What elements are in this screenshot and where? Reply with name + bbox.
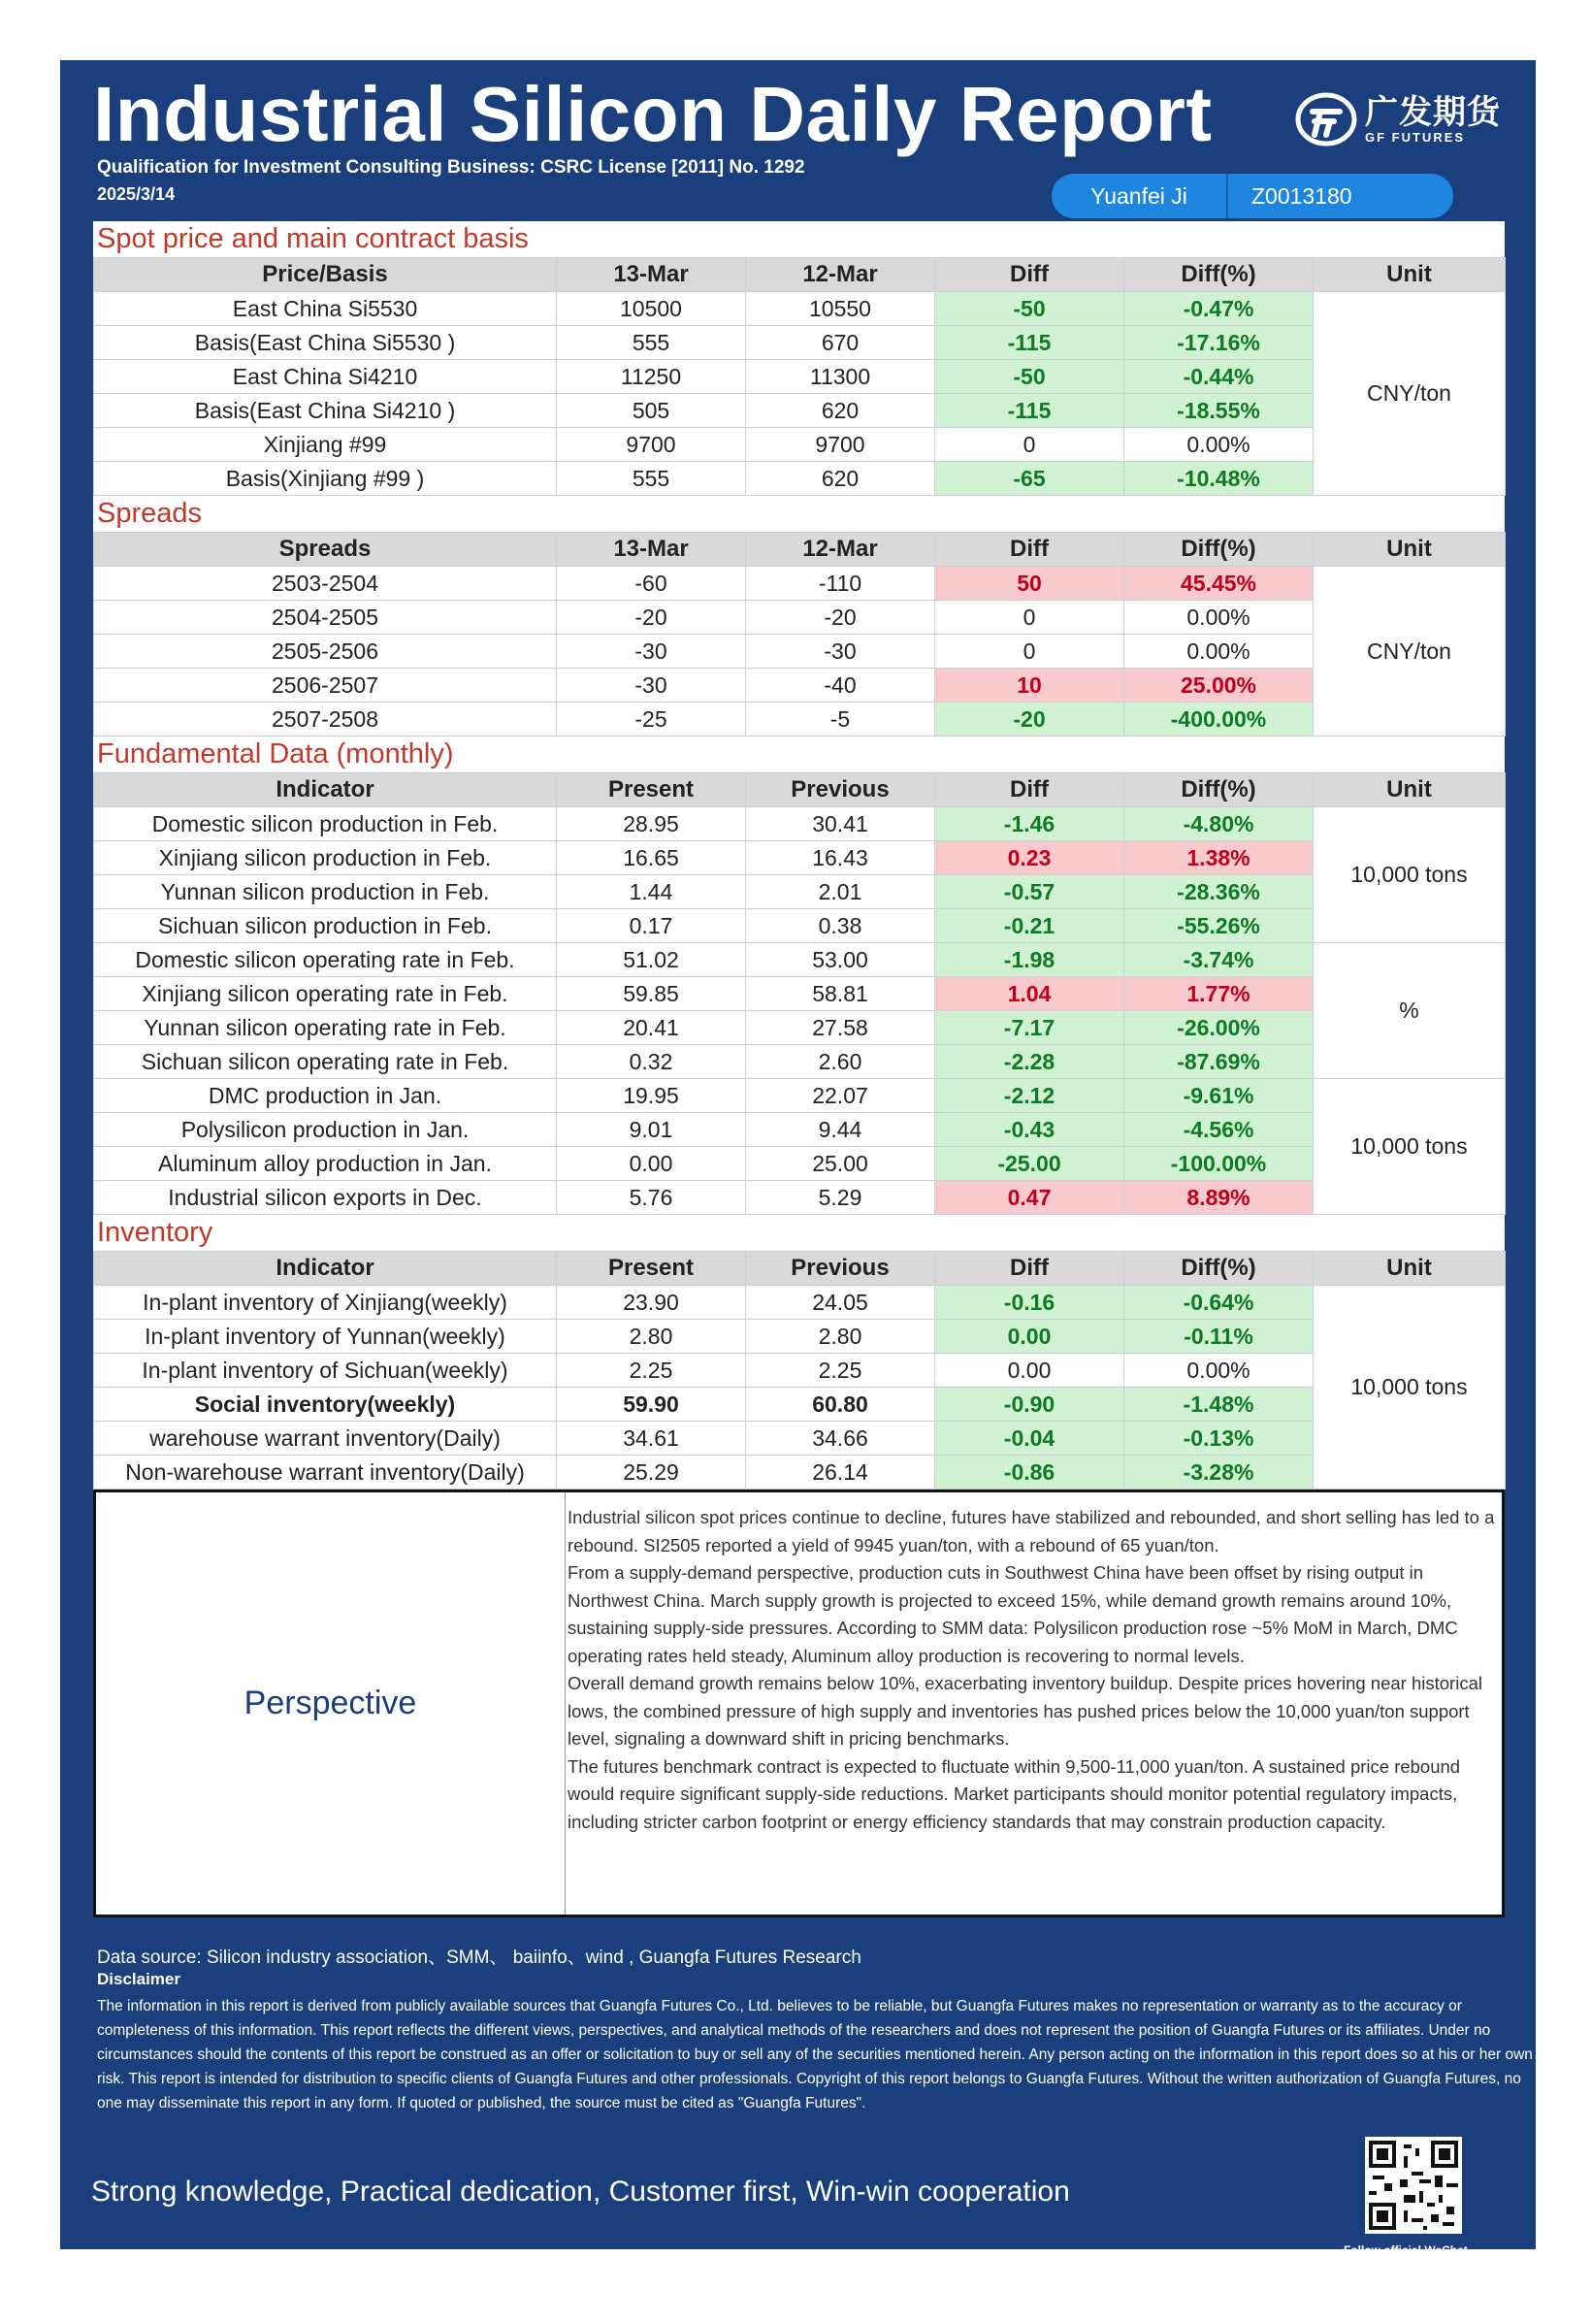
table-row [94,601,1506,635]
diff-percent-value: -0.11% [1124,1320,1314,1354]
table-row [94,841,1506,875]
row-label: Basis(East China Si4210 ) [94,394,557,428]
analyst-badge [1052,174,1453,218]
diff-percent-value: 0.00% [1124,635,1314,669]
current-value: 23.90 [557,1286,746,1320]
diff-percent-value: -400.00% [1124,703,1314,736]
qualification-line: Qualification for Investment Consulting Business: CSRC License [2011] No. 1292 [97,157,805,178]
fundamental-section-title: Fundamental Data (monthly) [93,736,1505,772]
row-label: In-plant inventory of Sichuan(weekly) [94,1354,557,1388]
previous-value: 670 [746,326,935,360]
current-value: 16.65 [557,841,746,875]
current-value: 1.44 [557,875,746,909]
column-header: Diff(%) [1124,533,1314,567]
current-value: 51.02 [557,943,746,977]
diff-percent-value: 0.00% [1124,1354,1314,1388]
diff-value: -0.86 [935,1456,1124,1489]
report-sheet [93,221,1505,1917]
table-row [94,1147,1506,1181]
table-row [94,807,1506,841]
previous-value: 9700 [746,428,935,462]
previous-value: 620 [746,394,935,428]
perspective-paragraph: Overall demand growth remains below 10%, exacerbating inventory buildup. Despite prices hovering near historical lows, the combined pressure of high supply and inventories has pushed prices below the 10,000 yuan/ton support level, signaling a downward shift in pricing benchmarks. [568,1673,1482,1749]
column-header: Unit [1314,773,1506,807]
table-row [94,669,1506,703]
diff-percent-value: -17.16% [1124,326,1314,360]
diff-percent-value: -18.55% [1124,394,1314,428]
previous-value: 620 [746,462,935,496]
company-slogan: Strong knowledge, Practical dedication, Customer first, Win-win cooperation [91,2176,1070,2208]
diff-value: -0.57 [935,875,1124,909]
qr-caption: Follow official WeChat [1344,2243,1468,2257]
table-header-row [94,1252,1506,1286]
column-header: Present [557,1252,746,1286]
current-value: 555 [557,462,746,496]
previous-value: 22.07 [746,1079,935,1113]
column-header: Indicator [94,773,557,807]
row-label: Xinjiang silicon production in Feb. [94,841,557,875]
spot-section-title: Spot price and main contract basis [93,221,1505,257]
row-label: Aluminum alloy production in Jan. [94,1147,557,1181]
table-header-row [94,533,1506,567]
table-row [94,360,1506,394]
diff-value: -50 [935,292,1124,326]
spot-price-table [93,257,1506,496]
diff-value: 50 [935,567,1124,601]
previous-value: 53.00 [746,943,935,977]
table-row [94,977,1506,1011]
column-header: Diff(%) [1124,773,1314,807]
column-header: Spreads [94,533,557,567]
table-row [94,909,1506,943]
previous-value: 2.60 [746,1045,935,1079]
current-value: -30 [557,669,746,703]
column-header: Previous [746,1252,935,1286]
table-row [94,703,1506,736]
current-value: 2.80 [557,1320,746,1354]
fundamental-data-table [93,772,1506,1215]
row-label: In-plant inventory of Yunnan(weekly) [94,1320,557,1354]
diff-percent-value: -3.74% [1124,943,1314,977]
diff-percent-value: -0.47% [1124,292,1314,326]
diff-percent-value: -26.00% [1124,1011,1314,1045]
column-header: Diff(%) [1124,258,1314,292]
inventory-table [93,1251,1506,1489]
diff-percent-value: -9.61% [1124,1079,1314,1113]
table-row [94,394,1506,428]
diff-percent-value: -1.48% [1124,1388,1314,1422]
diff-value: 0 [935,635,1124,669]
diff-value: -25.00 [935,1147,1124,1181]
previous-value: 10550 [746,292,935,326]
current-value: 9700 [557,428,746,462]
previous-value: 58.81 [746,977,935,1011]
current-value: 5.76 [557,1181,746,1215]
analyst-license-id: Z0013180 [1251,182,1352,209]
diff-value: 0 [935,428,1124,462]
perspective-box [93,1489,1505,1917]
row-label: DMC production in Jan. [94,1079,557,1113]
current-value: -25 [557,703,746,736]
table-row [94,875,1506,909]
previous-value: 30.41 [746,807,935,841]
diff-value: -0.04 [935,1422,1124,1456]
column-header: Unit [1314,258,1506,292]
diff-percent-value: -28.36% [1124,875,1314,909]
diff-value: 1.04 [935,977,1124,1011]
diff-percent-value: -10.48% [1124,462,1314,496]
table-row [94,635,1506,669]
diff-percent-value: -0.44% [1124,360,1314,394]
previous-value: 2.01 [746,875,935,909]
table-header-row [94,258,1506,292]
diff-value: -0.43 [935,1113,1124,1147]
gf-futures-logo [1295,87,1501,151]
table-row [94,1388,1506,1422]
row-label: Yunnan silicon production in Feb. [94,875,557,909]
diff-value: -1.46 [935,807,1124,841]
diff-value: 0.47 [935,1181,1124,1215]
diff-value: -115 [935,326,1124,360]
diff-percent-value: 8.89% [1124,1181,1314,1215]
diff-value: -50 [935,360,1124,394]
perspective-paragraph: The futures benchmark contract is expected to fluctuate within 9,500-11,000 yuan/ton. A sustained price rebound would require significant supply-side reductions. Market participants should monitor potential regulatory impacts, including stricter carbon footprint or energy efficiency standards that may constrain production capacity. [568,1755,1461,1832]
report-title: Industrial Silicon Daily Report [93,71,1213,157]
diff-percent-value: 1.77% [1124,977,1314,1011]
previous-value: 27.58 [746,1011,935,1045]
row-label: 2505-2506 [94,635,557,669]
diff-value: -0.16 [935,1286,1124,1320]
table-row [94,1079,1506,1113]
column-header: 13-Mar [557,258,746,292]
disclaimer-title: Disclaimer [97,1970,180,1988]
diff-value: -7.17 [935,1011,1124,1045]
column-header: Diff [935,773,1124,807]
spreads-section-title: Spreads [93,496,1505,532]
current-value: 19.95 [557,1079,746,1113]
unit-cell: CNY/ton [1314,292,1506,496]
row-label: Yunnan silicon operating rate in Feb. [94,1011,557,1045]
unit-cell: 10,000 tons [1314,807,1506,943]
current-value: 25.29 [557,1456,746,1489]
unit-cell: 10,000 tons [1314,1079,1506,1215]
previous-value: 9.44 [746,1113,935,1147]
table-row [94,1286,1506,1320]
previous-value: 25.00 [746,1147,935,1181]
current-value: 0.17 [557,909,746,943]
current-value: 11250 [557,360,746,394]
row-label: 2507-2508 [94,703,557,736]
diff-value: -1.98 [935,943,1124,977]
row-label: 2503-2504 [94,567,557,601]
unit-cell: 10,000 tons [1314,1286,1506,1489]
current-value: -20 [557,601,746,635]
column-header: Diff(%) [1124,1252,1314,1286]
column-header: 12-Mar [746,258,935,292]
column-header: Unit [1314,1252,1506,1286]
previous-value: -30 [746,635,935,669]
diff-value: -115 [935,394,1124,428]
table-row [94,1113,1506,1147]
perspective-paragraph: Industrial silicon spot prices continue to decline, futures have stabilized and rebounded, and short selling has led to a rebound. SI2505 reported a yield of 9945 yuan/ton, with a rebound of 65 yuan/ton. [568,1507,1495,1555]
table-row [94,943,1506,977]
current-value: 555 [557,326,746,360]
row-label: warehouse warrant inventory(Daily) [94,1422,557,1456]
current-value: 505 [557,394,746,428]
column-header: Price/Basis [94,258,557,292]
column-header: Diff [935,533,1124,567]
column-header: 13-Mar [557,533,746,567]
table-row [94,326,1506,360]
column-header: Indicator [94,1252,557,1286]
unit-cell: CNY/ton [1314,567,1506,736]
row-label: 2504-2505 [94,601,557,635]
current-value: 2.25 [557,1354,746,1388]
row-label: Basis(East China Si5530 ) [94,326,557,360]
row-label: Sichuan silicon operating rate in Feb. [94,1045,557,1079]
current-value: 10500 [557,292,746,326]
column-header: Diff [935,258,1124,292]
disclaimer-text: The information in this report is derived from publicly available sources that Guangfa Futures Co., Ltd. believes to be reliable, but Guangfa Futures makes no representation or warranty as to the accuracy or completeness of this information. This report reflects the different views, perspectives, and analytical methods of the researchers and does not represent the position of Guangfa Futures or its affiliates. Under no circumstances should the contents of this report be construed as an offer or solicitation to buy or sell any of the securities mentioned herein. Any person acting on the information in this report does so at his or her own risk. This report is intended for distribution to specific clients of Guangfa Futures and other professionals. Copyright of this report belongs to Guangfa Futures. Without the written authorization of Guangfa Futures, no one may disseminate this report in any form. If quoted or published, the source must be cited as "Guangfa Futures". [97,1998,1533,2111]
row-label: In-plant inventory of Xinjiang(weekly) [94,1286,557,1320]
current-value: -30 [557,635,746,669]
current-value: 9.01 [557,1113,746,1147]
column-header: Previous [746,773,935,807]
current-value: 0.00 [557,1147,746,1181]
table-row [94,1045,1506,1079]
row-label: East China Si4210 [94,360,557,394]
previous-value: 16.43 [746,841,935,875]
logo-english-name: GF FUTURES [1365,129,1466,145]
diff-value: 10 [935,669,1124,703]
diff-value: -20 [935,703,1124,736]
inventory-section-title: Inventory [93,1215,1505,1251]
row-label: Domestic silicon production in Feb. [94,807,557,841]
current-value: 28.95 [557,807,746,841]
wechat-qr-code-icon [1365,2137,1462,2234]
logo-chinese-name: 广发期货 [1365,93,1501,131]
diff-percent-value: 0.00% [1124,428,1314,462]
current-value: 0.32 [557,1045,746,1079]
row-label: Social inventory(weekly) [94,1388,557,1422]
table-row [94,292,1506,326]
perspective-paragraph: From a supply-demand perspective, production cuts in Southwest China have been offset by rising output in Northwest China. March supply growth is projected to exceed 15%, while demand growth remains around 10%, sustaining supply-side pressures. According to SMM data: Polysilicon production rose ~5% MoM in March, DMC operating rates held steady, Aluminum alloy production is recovering to normal levels. [568,1562,1458,1666]
row-label: Non-warehouse warrant inventory(Daily) [94,1456,557,1489]
current-value: 20.41 [557,1011,746,1045]
column-header: Unit [1314,533,1506,567]
table-row [94,1320,1506,1354]
data-source: Data source: Silicon industry association、SMM、 baiinfo、wind , Guangfa Futures Research [97,1948,861,1968]
diff-value: 0.00 [935,1320,1124,1354]
table-header-row [94,773,1506,807]
diff-percent-value: -3.28% [1124,1456,1314,1489]
column-header: Present [557,773,746,807]
diff-value: 0.23 [935,841,1124,875]
previous-value: 60.80 [746,1388,935,1422]
current-value: 59.90 [557,1388,746,1422]
diff-percent-value: -55.26% [1124,909,1314,943]
diff-value: -0.21 [935,909,1124,943]
current-value: 59.85 [557,977,746,1011]
row-label: Sichuan silicon production in Feb. [94,909,557,943]
previous-value: -20 [746,601,935,635]
row-label: Xinjiang #99 [94,428,557,462]
previous-value: 2.25 [746,1354,935,1388]
analyst-name: Yuanfei Ji [1090,182,1187,209]
diff-percent-value: -0.13% [1124,1422,1314,1456]
row-label: 2506-2507 [94,669,557,703]
table-row [94,1354,1506,1388]
diff-value: -2.28 [935,1045,1124,1079]
previous-value: 2.80 [746,1320,935,1354]
previous-value: 11300 [746,360,935,394]
previous-value: 34.66 [746,1422,935,1456]
row-label: Domestic silicon operating rate in Feb. [94,943,557,977]
column-header: 12-Mar [746,533,935,567]
spreads-table [93,532,1506,736]
diff-percent-value: -4.56% [1124,1113,1314,1147]
current-value: -60 [557,567,746,601]
row-label: Polysilicon production in Jan. [94,1113,557,1147]
row-label: Industrial silicon exports in Dec. [94,1181,557,1215]
diff-percent-value: -87.69% [1124,1045,1314,1079]
previous-value: 5.29 [746,1181,935,1215]
current-value: 34.61 [557,1422,746,1456]
report-page [60,60,1536,2257]
row-label: Xinjiang silicon operating rate in Feb. [94,977,557,1011]
diff-percent-value: 25.00% [1124,669,1314,703]
diff-percent-value: -100.00% [1124,1147,1314,1181]
previous-value: 0.38 [746,909,935,943]
previous-value: -110 [746,567,935,601]
report-date: 2025/3/14 [97,184,176,204]
diff-percent-value: -0.64% [1124,1286,1314,1320]
table-row [94,1456,1506,1489]
previous-value: 24.05 [746,1286,935,1320]
table-row [94,428,1506,462]
unit-cell: % [1314,943,1506,1079]
diff-value: -65 [935,462,1124,496]
diff-value: -2.12 [935,1079,1124,1113]
previous-value: -40 [746,669,935,703]
table-row [94,1422,1506,1456]
previous-value: -5 [746,703,935,736]
table-row [94,462,1506,496]
table-row [94,1181,1506,1215]
row-label: East China Si5530 [94,292,557,326]
perspective-text [566,1492,1502,1915]
table-row [94,1011,1506,1045]
previous-value: 26.14 [746,1456,935,1489]
diff-percent-value: 1.38% [1124,841,1314,875]
diff-percent-value: 45.45% [1124,567,1314,601]
diff-value: 0 [935,601,1124,635]
gf-logo-icon [1295,92,1357,147]
diff-value: 0.00 [935,1354,1124,1388]
table-row [94,567,1506,601]
diff-percent-value: -4.80% [1124,807,1314,841]
diff-value: -0.90 [935,1388,1124,1422]
column-header: Diff [935,1252,1124,1286]
diff-percent-value: 0.00% [1124,601,1314,635]
perspective-label: Perspective [96,1492,566,1915]
row-label: Basis(Xinjiang #99 ) [94,462,557,496]
